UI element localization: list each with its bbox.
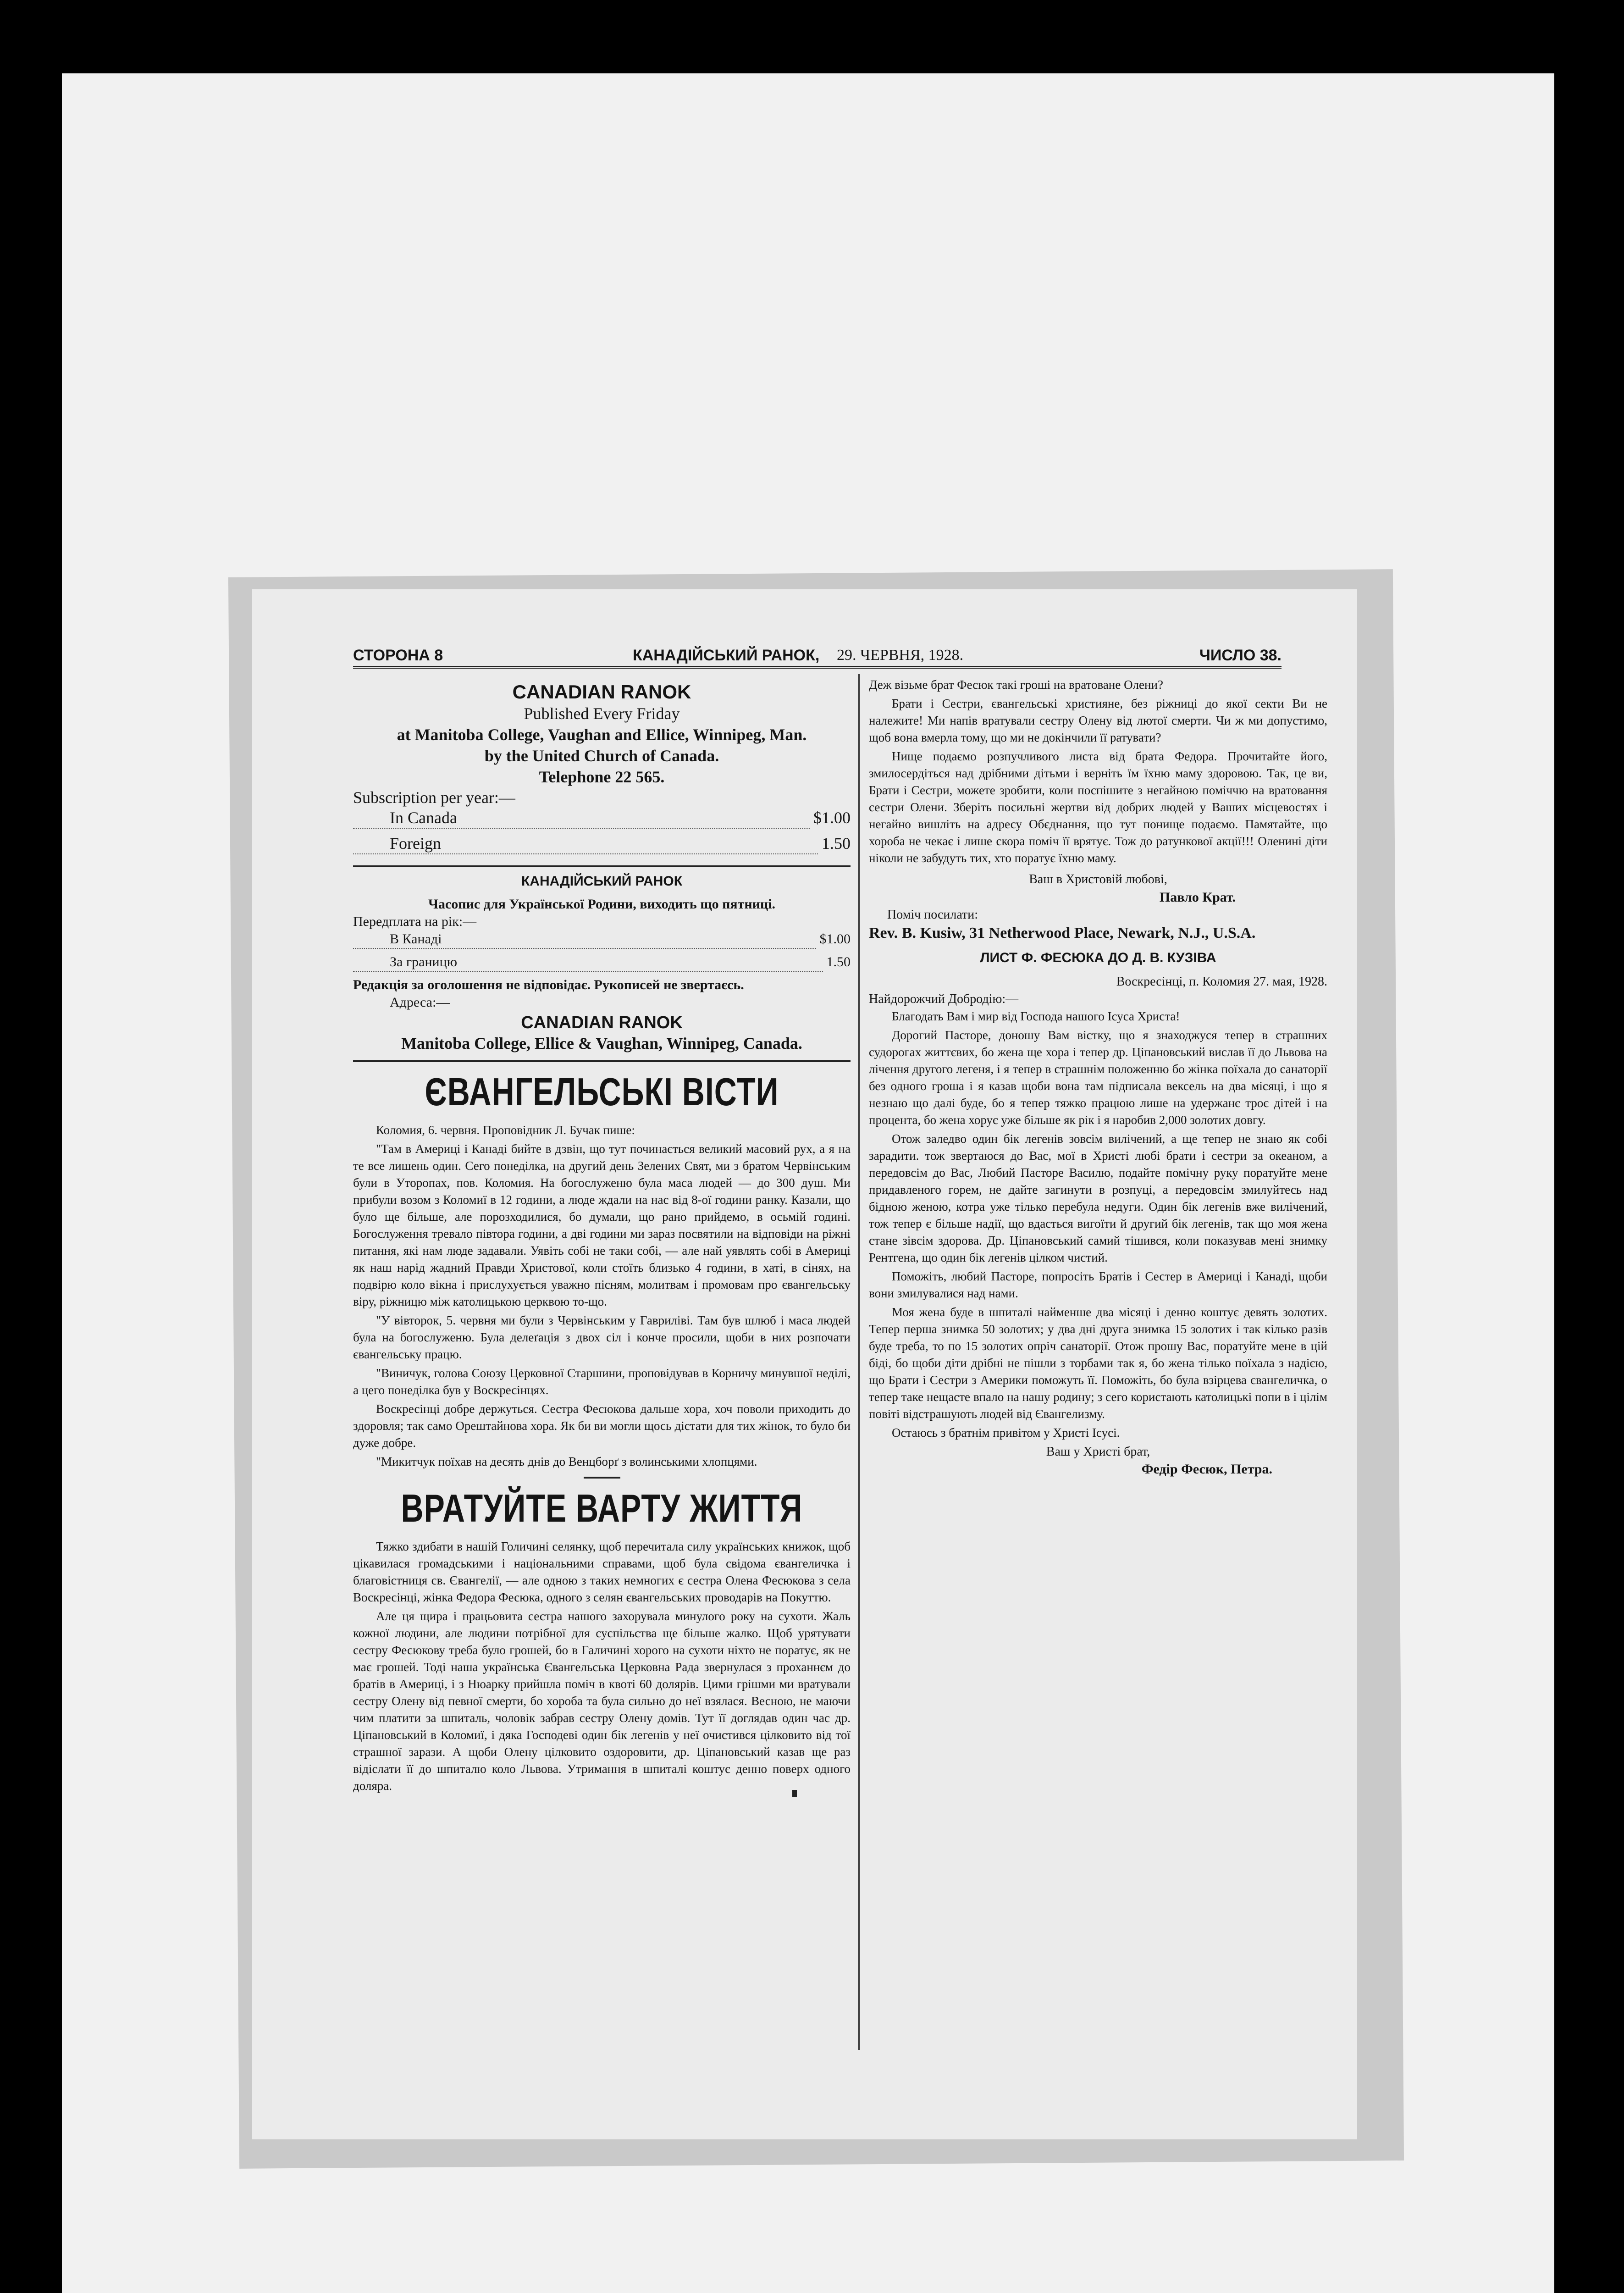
paragraph: Нище подаємо розпучливого листа від брата Федора. Прочитайте його, змилосердіться над дрібними дітьми і верніть їм їхню маму здоровою. Так, це ви, Брати і Сестри, можете зробити, коли поспішите з негайною поміччю на вратовання сестри Олени. Зберіть посильні жертви від добрих людей у Ваших місцевостях і негайно вишліть на адресу Обєднання, що тут понище подаємо. Памятайте, що хороба не чекає і лише скора поміч її врятує. Тож до ратункової акції!!! Оленині діти ніколи не забудуть тих, хто поратує їхню маму. xyxy=(869,749,1327,865)
paragraph: Остаюсь з братнім привітом у Христі Ісусі. xyxy=(892,1426,1120,1440)
paragraph: Отож заледво один бік легенів зовсім вилічений, а ще тепер не знаю як собі зарадити. тож звертаюся до Вас, мої в Христі любі брати і сестри за океаном, а передовсім до Вас, Любий Пасторе Василю, подайте помічну руку поратуйте мене придавленого горем, не дайте загинути в розпуці, а передовсім змилуйтесь над бідною женою, котра уже тілько перебула недуги. Один бік легенів вже вилічений, тож тепер є більше надії, що вдасться вигоїти й другий бік легенів, так що моя жена стане зівсім здорова. Др. Ціпановський самий тішився, коли показував мені знимку Рентгена, що один бік легенів цілком чистий. xyxy=(869,1132,1327,1264)
published-line: Published Every Friday xyxy=(524,704,680,723)
uk-masthead-title: КАНАДІЙСЬКИЙ РАНОК xyxy=(521,874,683,889)
price-value: $1.00 xyxy=(819,931,851,947)
telephone-line: Telephone 22 565. xyxy=(539,768,665,786)
column-divider xyxy=(858,674,860,2050)
paragraph: "У вівторок, 5. червня ми були з Червінським у Гавриліві. Там був шлюб і маса людей була на богослуженю. Була делеґація з двох сіл і конче просили, щоби в них розпочати євангельську працю. xyxy=(353,1313,851,1361)
uk-tagline: Часопис для Української Родини, виходить що пятниці. xyxy=(428,897,776,912)
paragraph: Але ця щира і працьовита сестра нашого захорувала минулого року на сухоти. Жаль кожної людини, але людини потрібної для суспільства ще більше жалко. Щоб урятувати сестру Фесюкову треба було грошей, бо в Галичині хорого на сухоти ніхто не поратує, як не має грошей. Тоді наша українська Євангельська Церковна Рада звернулася з проханнєм до братів в Америці, і з Нюарку прийшла поміч в квоті 60 долярів. Цими грішми ми вратували сестру Олену від певної смерти, бо хороба та була сильно до неї взялася. Весною, не маючи чим платити за шпиталь, чоловік забрав сестру Олену домів. Тут її доглядав один час др. Ціпановський в Коломиї, і дяка Господеві один бік легенів у неї очистився цілковито від тої страшної зарази. А щоби Олену цілковито оздоровити, др. Ціпановський казав ще раз відіслати її до шпиталю коло Львова. Утримання в шпиталі коштує денно поверх одного доляра. xyxy=(353,1609,851,1793)
letter-salutation: Найдорожчий Добродію:— xyxy=(869,992,1019,1006)
newspaper-page xyxy=(252,589,1357,2139)
letter-place-date: Воскресінці, п. Коломия 27. мая, 1928. xyxy=(1116,975,1327,989)
church-line: by the United Church of Canada. xyxy=(484,747,719,765)
help-label: Поміч посилати: xyxy=(887,908,978,922)
price-label: In Canada xyxy=(353,808,810,829)
letter-signature: Федір Фесюк, Петра. xyxy=(1141,1462,1272,1477)
price-value: 1.50 xyxy=(822,834,851,853)
letter-body xyxy=(869,1008,1327,1441)
paragraph: Поможіть, любий Пасторе, попросіть Братів і Сестер в Америці і Канаді, щоби вони змилувалися над нами. xyxy=(869,1269,1327,1300)
paragraph: Брати і Сестри, євангельські християне, без ріжниці до якої секти Ви не належите! Ми напів вратували сестру Олену від лютої смерти. Чи ж ми допустимо, щоб вона вмерла тому, що ми не докінчили її ратувати? xyxy=(869,697,1327,744)
location-line: at Manitoba College, Vaughan and Ellice, Winnipeg, Man. xyxy=(397,726,807,744)
running-header xyxy=(353,647,1282,669)
closing: Ваш в Христовій любові, xyxy=(1029,872,1167,886)
article-heading: ВРАТУЙТЕ ВАРТУ ЖИТТЯ xyxy=(401,1486,803,1530)
page-label: СТОРОНА 8 xyxy=(353,647,443,664)
article-body xyxy=(353,1538,851,1795)
right-column xyxy=(869,676,1327,1478)
paragraph: Дорогий Пасторе, доношу Вам вістку, що я знаходжуся тепер в страшних судорогах життєвих, бо жена ще хора і тепер др. Ціпановський вислав її до Львова на лічення другого легеня, і я тепер в страшнім положенню бо жінка поїхала до санаторії без одного гроша і я казав щоби вона там підписала вексель на два місяці, і що я незнаю що далі буде, бо я тепер тяжко працюю лише на удержанє троє дітей і на процента, бо жена хорує уже більше як рік і я наробив 2,000 золотих довгу. xyxy=(869,1028,1327,1127)
article-continuation xyxy=(869,676,1327,867)
issue-date: 29. ЧЕРВНЯ, 1928. xyxy=(837,647,964,664)
paragraph: "Микитчук поїхав на десять днів до Венцборґ з волинськими хлопцями. xyxy=(376,1455,757,1468)
price-label: В Канаді xyxy=(353,930,816,949)
ukrainian-masthead xyxy=(353,874,851,1054)
subscription-label: Subscription per year:— xyxy=(353,788,515,807)
price-row-foreign xyxy=(353,833,851,859)
uk-price-row-foreign xyxy=(353,953,851,976)
price-value: 1.50 xyxy=(826,954,851,969)
masthead-title: CANADIAN RANOK xyxy=(512,681,691,703)
uk-address-label: Адреса:— xyxy=(390,995,450,1010)
short-divider xyxy=(584,1477,620,1479)
english-masthead xyxy=(353,681,851,787)
paragraph: "Там в Америці і Канаді бийте в дзвін, що тут починається великий масовий рух, а я на те все лишень один. Сего понеділка, на другий день Зелених Свят, ми з братом Червінським були в Уторопах, пов. Коломия. На богослуженю була маса людей — до 300 душ. Ми прибули возом з Коломиї в 12 години, а люде ждали на нас від 8-ої години ранку. Казали, що було ще більше, але порозходилися, бо думали, що рано прийдемо, в осьмій годині. Богослуження тревало півтора години, а дві години ми зараз посвятили на відповіди на ріжні питання, які нам люде задавали. Уявіть собі не таки собі, — але най уявлять собі в Америці як наш нарід жадний Правди Христової, коли стоїть близько 4 години, в хаті, в сінях, на подвірю коло вікна і прислухується уважно пісням, молитвам і промовам про євангельську віру, ріжницю між католицькою церквою то-що. xyxy=(353,1142,851,1308)
paragraph: Коломия, 6. червня. Проповідник Л. Бучак пише: xyxy=(376,1123,635,1137)
paragraph: Моя жена буде в шпиталі найменше два місяці і денно коштує девять золотих. Тепер перша знимка 50 золотих; у два дні друга знимка 15 золотих і так кілько разів буде треба, то по 15 золотих опріч санаторії. Отож прошу Вас, поратуйте мене в цій біді, бо щоби діти дрібні не пішли з торбами так я, бо жена тілько поїхала з надією, що Брати і Сестри з Америки поможуть її. Поможіть, бо була взірцева євангеличка, о тепер таке нещасте впало на нашу родину; з сего користають католицькі попи в і цілім повіті відстрашують людей від Євангелизму. xyxy=(869,1305,1327,1421)
signature: Павло Крат. xyxy=(1159,890,1236,905)
letter-closing: Ваш у Христі брат, xyxy=(1046,1445,1150,1459)
help-address: Rev. B. Kusiw, 31 Netherwood Place, Newark, N.J., U.S.A. xyxy=(869,925,1256,942)
ink-mark xyxy=(792,1790,797,1797)
paragraph: Воскресінці добре держуться. Сестра Фесюкова дальше хора, хоч поволи приходить до здоровля; так само Орештайнова хора. Як би ви могли щось дістати для тих жінок, то було би дуже добре. xyxy=(353,1402,851,1450)
article-body xyxy=(353,1122,851,1470)
paper-name: КАНАДІЙСЬКИЙ РАНОК, xyxy=(633,647,820,664)
price-label: За границю xyxy=(353,953,823,972)
divider xyxy=(353,865,851,867)
uk-notice: Редакція за оголошення не відповідає. Рукописей не звертаєсь. xyxy=(353,977,744,992)
uk-address: Manitoba College, Ellice & Vaughan, Winnipeg, Canada. xyxy=(401,1034,802,1052)
paragraph: Благодать Вам і мир від Господа нашого Ісуса Христа! xyxy=(892,1009,1180,1023)
subscription-block xyxy=(353,787,851,859)
paragraph: "Виничук, голова Союзу Церковної Старшини, проповідував в Корничу минувшої неділі, а цего понеділка був у Воскресінцях. xyxy=(353,1366,851,1397)
uk-sub-label: Передплата на рік:— xyxy=(353,914,477,929)
price-label: Foreign xyxy=(353,833,818,854)
price-value: $1.00 xyxy=(813,809,851,827)
divider xyxy=(353,1060,851,1062)
article-heading: ЄВАНГЕЛЬСЬКІ ВІСТИ xyxy=(425,1070,779,1114)
letter-heading: ЛИСТ Ф. ФЕСЮКА ДО Д. В. КУЗІВА xyxy=(980,950,1216,965)
uk-address-title: CANADIAN RANOK xyxy=(521,1013,683,1032)
paragraph: Деж візьме брат Фесюк такі гроші на вратоване Олени? xyxy=(869,678,1163,692)
issue-number: ЧИСЛО 38. xyxy=(1199,647,1282,664)
uk-price-row-canada xyxy=(353,930,851,953)
paragraph: Тяжко здибати в нашій Голичині селянку, щоб перечитала силу українських книжок, щоб цікавилася громадськими і національними справами, щоб була свідома євангеличка і благовістниця св. Євангелії, — але одною з таких немногих є сестра Олена Фесюкова з села Воскресінці, жінка Федора Фесюка, одного з селян євангельських проводарів на Покуттю. xyxy=(353,1540,851,1604)
left-column xyxy=(353,676,851,1796)
price-row-canada xyxy=(353,808,851,833)
